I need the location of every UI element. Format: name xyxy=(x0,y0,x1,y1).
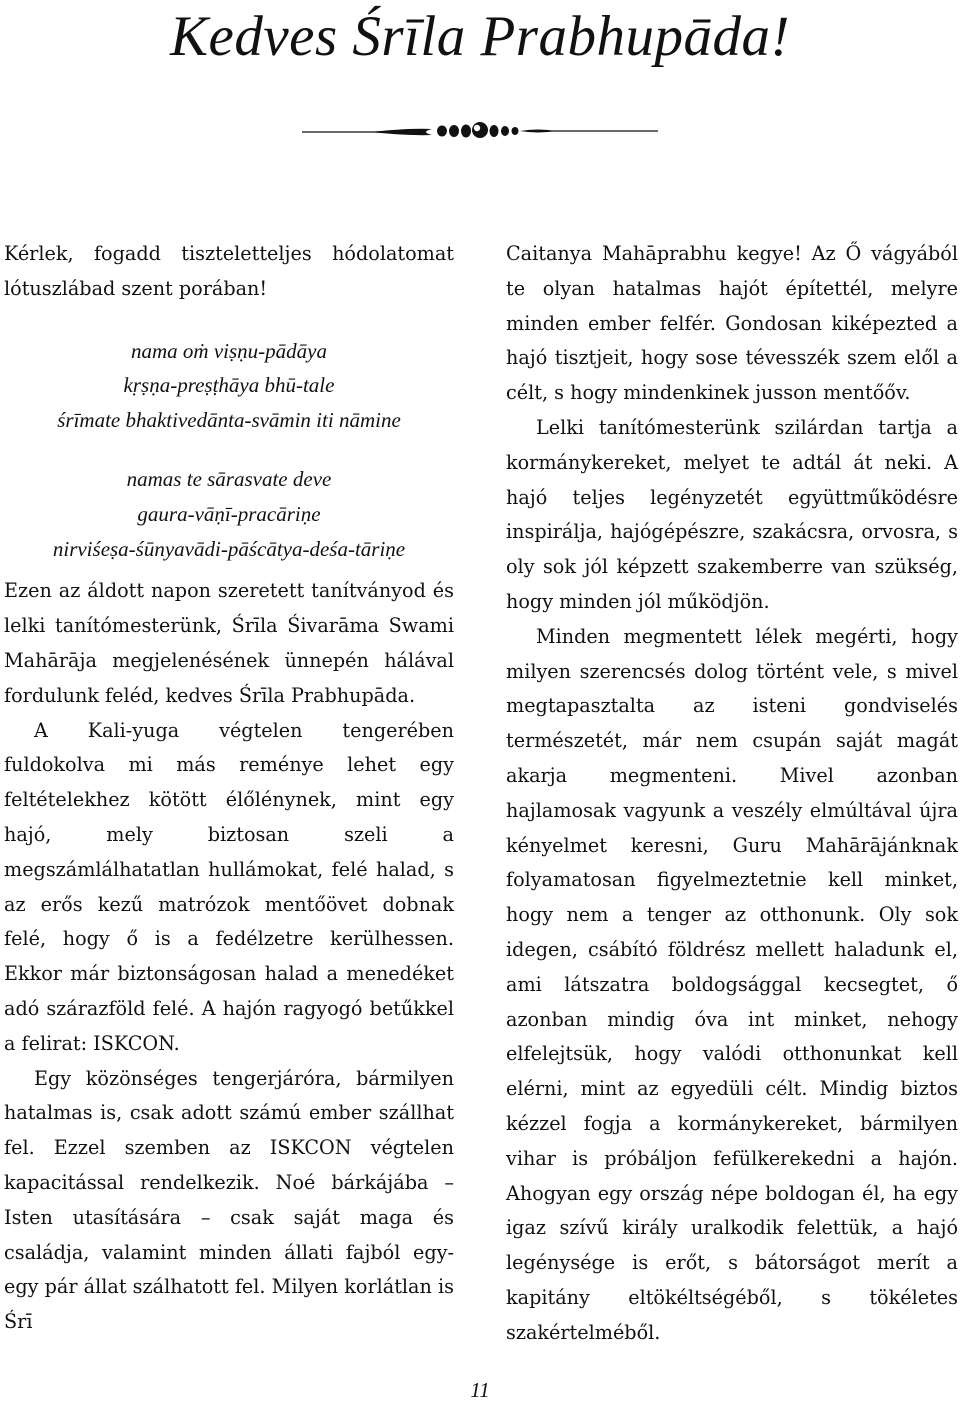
page-number: 11 xyxy=(470,1378,490,1402)
decorative-divider-icon xyxy=(300,116,660,146)
verse-line: kṛṣṇa-preṣṭhāya bhū-tale xyxy=(123,373,335,398)
paragraph: Ezen az áldott napon szeretett tanítványod és lelki tanítómesterünk, Śrīla Śivarāma Swami Mahārāja megjelenésének ünnepén hálával fordulunk feléd, kedves Śrīla Prabhupāda. xyxy=(4,579,454,707)
paragraph: Minden megmentett lélek megérti, hogy milyen szerencsés dolog történt vele, s mivel megtapasztalta az isteni gondviselés természetét, már nem csupán saját magát akarja megmenteni. Mivel azonban hajlamosak vagyunk a veszély elmúltával újra kényelmet keresni, Guru Mahārājánknak folyamatosan figyelmeztetnie kell minket, hogy nem a tenger az otthonunk. Oly sok idegen, csábító földrész mellett haladunk el, ami látszatra boldogsággal kecsegtet, ő azonban mindig óva int minket, nehogy elfelejtsük, hogy valódi otthonunkat kell elérni, mint az egyedüli célt. Mindig biztos kézzel fogja a kormánykereket, bármilyen vihar is próbáljon fefülkerekedni a hajón. Ahogyan egy ország népe boldogan él, ha egy igaz szívű király uralkodik felettük, a hajó legénysége is erőt, s bátorságot merít a kapitány eltökéltségéből, s tökéletes szakértelméből. xyxy=(506,624,958,1344)
verse-block xyxy=(4,334,454,438)
right-column xyxy=(506,237,958,1351)
verse-line: gaura-vāṇī-pracāriṇe xyxy=(137,501,321,526)
paragraph: Lelki tanítómesterünk szilárdan tartja a kormánykereket, melyet te adtál át neki. A hajó teljes legényzetét együttműködésre inspirálja, hajógépészre, szakácsra, orvosra, s oly sok jól képzett szakemberre van szükség, hogy minden jól működjön. xyxy=(506,415,958,613)
verse-line: namas te sārasvate deve xyxy=(126,466,332,491)
verse-line: nama oṁ viṣṇu-pādāya xyxy=(131,338,327,363)
left-column xyxy=(4,237,454,1340)
verse-block xyxy=(4,462,454,566)
verse-line: nirviśeṣa-śūnyavādi-pāścātya-deśa-tāriṇe xyxy=(52,536,406,561)
paragraph: Caitanya Mahāprabhu kegye! Az Ő vágyából te olyan hatalmas hajót építettél, melyre minden ember felfér. Gondosan kiképezted a hajó tisztjeit, hogy sose tévesszék szem elől a célt, s hogy mindenkinek jusson mentőőv. xyxy=(506,242,958,405)
verse-line: śrīmate bhaktivedānta-svāmin iti nāmine xyxy=(57,408,401,433)
page-title: Kedves Śrīla Prabhupāda! xyxy=(170,5,790,68)
paragraph: A Kali-yuga végtelen tengerében fuldokolva mi más reménye lehet egy feltételekhez kötött élőlénynek, mint egy hajó, mely biztosan szeli a megszámlálhatatlan hullámokat, felé halad, s az erős kezű matrózok mentőövet dobnak felé, hogy ő is a fedélzetre kerülhessen. Ekkor már biztonságosan halad a menedéket adó szárazföld felé. A hajón ragyogó betűkkel a felirat: ISKCON. xyxy=(4,718,454,1055)
paragraph: Egy közönséges tengerjáróra, bármilyen hatalmas is, csak adott számú ember szállhat fel. Ezzel szemben az ISKCON végtelen kapacitással rendelkezik. Noé bárkájába – Isten utasítására – csak saját maga és családja, valamint minden állati fajból egy-egy pár állat szálhatott fel. Milyen korlátlan is Śrī xyxy=(4,1066,454,1334)
greeting-text: Kérlek, fogadd tiszteletteljes hódolatomat lótuszlábad szent porában! xyxy=(4,242,454,300)
